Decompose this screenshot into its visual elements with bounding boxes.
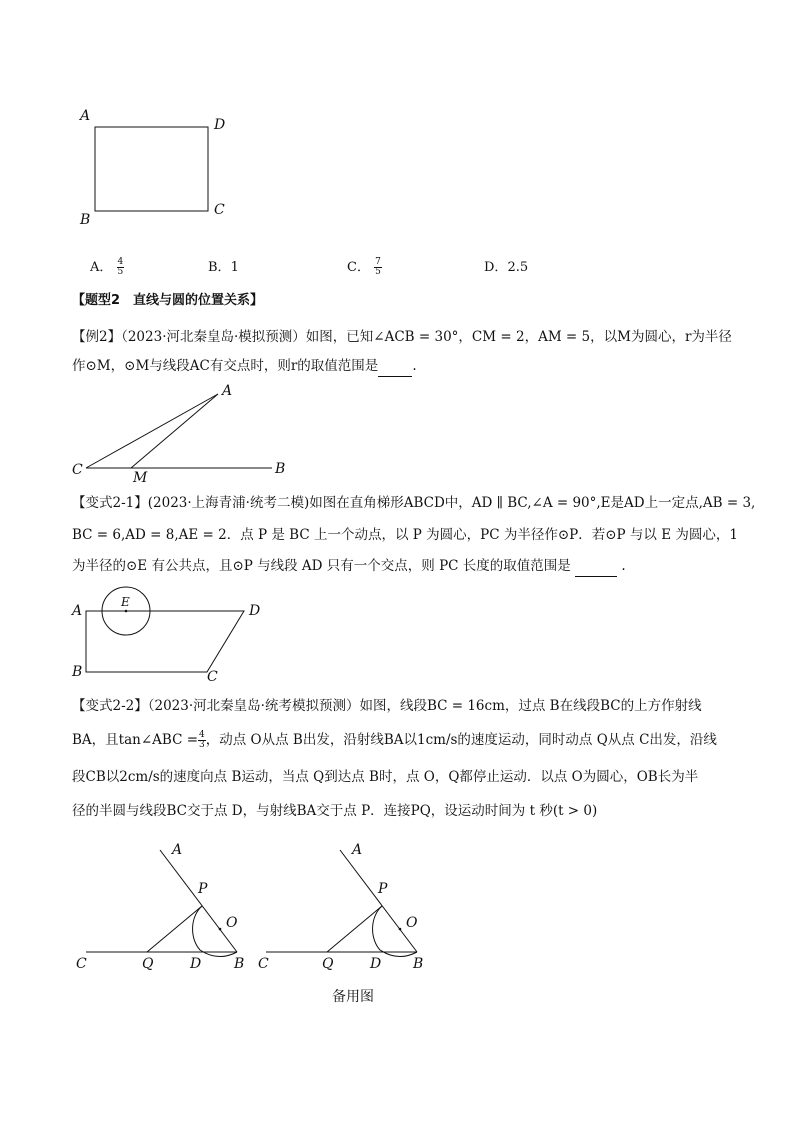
label-c: C [72, 462, 83, 478]
variant21-source: (2023·上海青浦·统考二模) [147, 495, 310, 511]
variant21-line3: 为半径的⊙E 有公共点，且⊙P 与线段 AD 只有一个交点，则 PC 长度的取值范围是 . [72, 556, 732, 577]
label-c: C [76, 956, 87, 972]
label-b: B [80, 212, 91, 228]
variant21-tag: 【变式2-1】 [72, 495, 148, 511]
label-d: D [370, 956, 382, 972]
figure-caption: 备用图 [332, 989, 374, 1005]
label-a: A [222, 383, 233, 399]
label-b: B [234, 956, 245, 972]
label-a: A [72, 603, 83, 619]
label-d: D [190, 956, 202, 972]
label-a: A [172, 842, 183, 858]
choice-c-fraction: $\frac{7}{5}$ [375, 257, 381, 277]
label-c: C [258, 956, 269, 972]
choice-c[interactable]: C． $\frac{7}{5}$ [347, 257, 381, 277]
label-q: Q [322, 956, 334, 972]
section-heading: 【题型2 直线与圆的位置关系】 [72, 293, 264, 308]
variant21-line1: 【变式2-1】(2023·上海青浦·统考二模)如图在直角梯形ABCD中，AD ∥ BC,∠A = 90°,E是AD上一定点,AB = 3, [72, 495, 756, 511]
label-b: B [275, 461, 286, 477]
variant22-line1: 【变式2-2】（2023·河北秦皇岛·统考模拟预测）如图，线段BC = 16cm，过点 B在线段BC的上方作射线 [72, 698, 702, 714]
variant21-line2: BC = 6,AD = 8,AE = 2．点 P 是 BC 上一个动点，以 P 为圆心，PC 为半径作⊙P．若⊙P 与以 E 为圆心，1 [72, 527, 738, 543]
example2-source: （2023·河北秦皇岛·模拟预测） [121, 329, 306, 345]
label-b: B [413, 956, 424, 972]
example2-tag: 【例2】 [72, 329, 122, 345]
label-m: M [133, 470, 148, 486]
label-o: O [226, 915, 238, 931]
label-b: B [72, 664, 83, 680]
label-c: C [207, 669, 218, 685]
variant22-line3: 段CB以2cm/s的速度向点 B运动，当点 Q到达点 B时，点 O，Q都停止运动．以点 O为圆心，OB长为半 [72, 769, 699, 785]
label-e: E [121, 595, 130, 609]
label-p: P [378, 881, 388, 897]
label-d: D [249, 603, 261, 619]
choice-a-fraction: $\frac{4}{5}$ [117, 257, 124, 277]
label-p: P [198, 881, 208, 897]
label-a: A [80, 108, 91, 124]
variant22-source: （2023·河北秦皇岛·统考模拟预测） [147, 698, 360, 714]
choice-d[interactable]: D．2.5 [484, 260, 529, 275]
example2-line2: 作⊙M，⊙M与线段AC有交点时，则r的取值范围是 . [72, 356, 732, 377]
variant22-line2: BA，且tan∠ABC = $\frac{4}{3}$ ，动点 O从点 B出发，沿射线BA以1cm/s的速度运动，同时动点 Q从点 C出发，沿线 [72, 730, 717, 750]
tan-fraction: $\frac{4}{3}$ [199, 730, 205, 750]
choice-a[interactable]: A． $\frac{4}{5}$ [90, 257, 124, 277]
label-o: O [406, 915, 418, 931]
choice-b[interactable]: B．1 [208, 260, 239, 275]
variant22-tag: 【变式2-2】 [72, 698, 148, 714]
example2-line1: 【例2】（2023·河北秦皇岛·模拟预测）如图，已知∠ACB = 30°，CM = 2，AM = 5，以M为圆心，r为半径 [72, 329, 732, 345]
label-c: C [214, 202, 225, 218]
label-q: Q [142, 956, 154, 972]
label-a: A [352, 842, 363, 858]
variant22-line4: 径的半圆与线段BC交于点 D，与射线BA交于点 P．连接PQ，设运动时间为 t 秒(t > 0) [72, 803, 598, 819]
label-d: D [214, 117, 226, 133]
